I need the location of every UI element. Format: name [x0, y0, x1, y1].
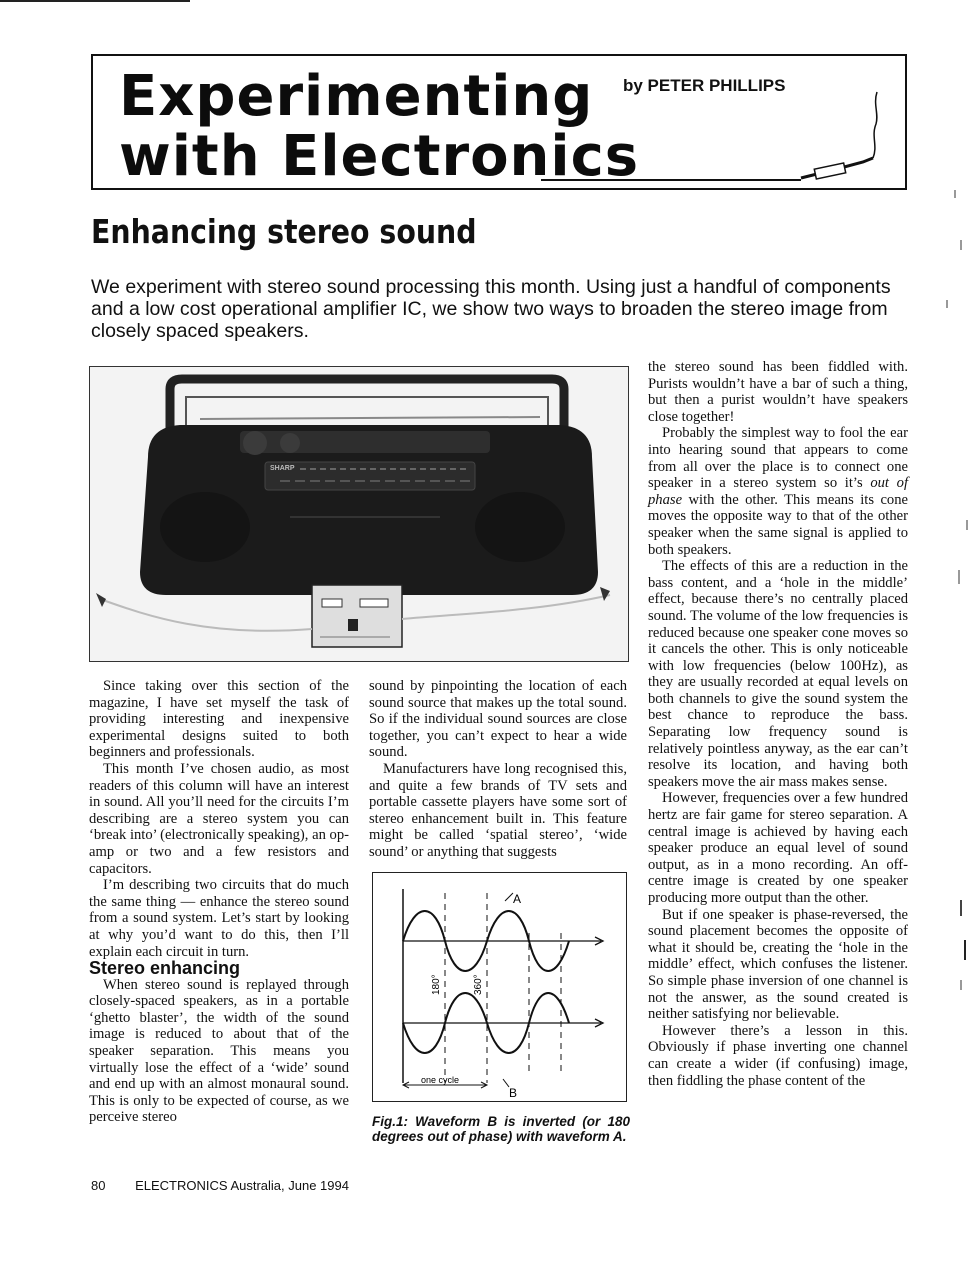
- paragraph: Manufacturers have long recognised this, and quite a few brands of TV sets and portable cassette players have some sort of stereo enhancement built in. This feature might be called ‘spatial stereo’, ‘wide sound’ or anything that suggests: [369, 760, 627, 860]
- boombox-photo: [89, 366, 629, 662]
- page-number: 80: [91, 1178, 106, 1193]
- paragraph: When stereo sound is replayed through closely-spaced speakers, as in a portable ‘ghetto blaster’, the width of the sound image is reduced to about that of the speaker separation. This means you virtually lose the effect of a ‘wide’ sound and end up with an almost monaural sound. This is only to be expected of course, as we perceive stereo: [89, 976, 349, 1126]
- scan-edge-marks: [940, 180, 970, 1080]
- photo-brand-label: SHARP: [270, 465, 295, 472]
- paragraph: sound by pinpointing the location of each sound source that makes up the total sound. So if the individual sound sources are close together, you can’t expect to hear a wide sound.: [369, 678, 627, 761]
- boombox-illustration: [90, 367, 629, 662]
- paragraph: This month I’ve chosen audio, as most readers of this column will have an interest in sound. All you’ll need for the circuits I’m describing are a stereo system you can ‘break into’ (electronically speaking), an op-amp or two and a few resistors and capacitors.: [89, 760, 349, 877]
- figure-caption: Fig.1: Waveform B is inverted (or 180 degrees out of phase) with waveform A.: [372, 1114, 630, 1144]
- paragraph-text: with the other. This means its cone moves the opposite way to that of the other speaker when the same signal is applied to both speakers.: [648, 491, 908, 558]
- byline: by PETER PHILLIPS: [623, 76, 786, 95]
- article-intro: We experiment with stereo sound processing this month. Using just a handful of components and a low cost operational amplifier IC, we show two ways to broaden the stereo image from closely spaced speakers.: [91, 276, 891, 342]
- title-line-1: Experimenting: [119, 64, 594, 129]
- section-subhead: Stereo enhancing: [89, 958, 241, 979]
- label-360: 360°: [473, 974, 484, 995]
- text-column-3: [648, 359, 908, 1089]
- label-180: 180°: [431, 974, 442, 995]
- label-one-cycle: one cycle: [421, 1075, 460, 1085]
- waveform-figure: [372, 872, 627, 1102]
- publication-name: ELECTRONICS Australia, June 1994: [135, 1178, 349, 1193]
- paragraph: However there’s a lesson in this. Obviously if phase inverting one channel can create a wider (if confusing) image, then fiddling the phase content of the: [648, 1022, 908, 1089]
- paragraph: But if one speaker is phase-reversed, the sound placement becomes the opposite of what it should be, creating the ‘hole in the middle’ effect, which confuses the listener. So simple phase inversion of one channel is not the answer, as the sound created is neither satisfying nor believable.: [648, 906, 908, 1023]
- title-line-2: with Electronics: [119, 124, 640, 189]
- column-header: [91, 54, 907, 190]
- label-b: B: [509, 1086, 518, 1100]
- paragraph-text: Probably the simplest way to fool the ear into hearing sound that appears to come from all over the place is to connect one speaker in a stereo system so it’s: [648, 425, 908, 492]
- text-column-2: [369, 678, 627, 861]
- emphasis-text: out of phase: [648, 475, 909, 508]
- waveform-diagram: [373, 873, 626, 1101]
- text-column-1: [89, 678, 349, 1126]
- top-rule: [0, 0, 190, 2]
- paragraph: The effects of this are a reduction in the bass content, and a ‘hole in the middle’ effect, because there’s no centrally placed sound. The volume of the low frequencies is reduced because one speaker cone moves so it cancels the other. This is only noticeable with low frequencies (below 100Hz), as they are usually recorded at equal levels on both channels to give the sound system the best chance to reproduce the bass. Separating low frequency sound is relatively pointless anyway, as the ear can’t resolve its location, and having both speakers move the air mass makes sense.: [648, 558, 908, 790]
- paragraph: However, frequencies over a few hundred hertz are fair game for stereo separation. A central image is achieved by having each speaker produce an equal level of sound output, as in a mono recording. An off-centre image is created by one speaker producing more output than the other.: [648, 790, 908, 906]
- page-footer: [91, 1178, 349, 1193]
- article-headline: Enhancing stereo sound: [91, 212, 477, 251]
- label-a: A: [513, 892, 522, 906]
- soldering-probe-icon: [533, 86, 903, 186]
- paragraph: I’m describing two circuits that do much the same thing — enhance the stereo sound from a sound system. Let’s start by looking at why you’d want to do this, then I’ll explain each circuit in turn.: [89, 877, 349, 960]
- paragraph: [648, 425, 908, 558]
- paragraph: the stereo sound has been fiddled with. Purists wouldn’t have a bar of such a thing, but then a purist wouldn’t have speakers close together!: [648, 359, 908, 425]
- paragraph: Since taking over this section of the magazine, I have set myself the task of providing interesting and inexpensive experimental designs suited to both beginners and professionals.: [89, 678, 349, 761]
